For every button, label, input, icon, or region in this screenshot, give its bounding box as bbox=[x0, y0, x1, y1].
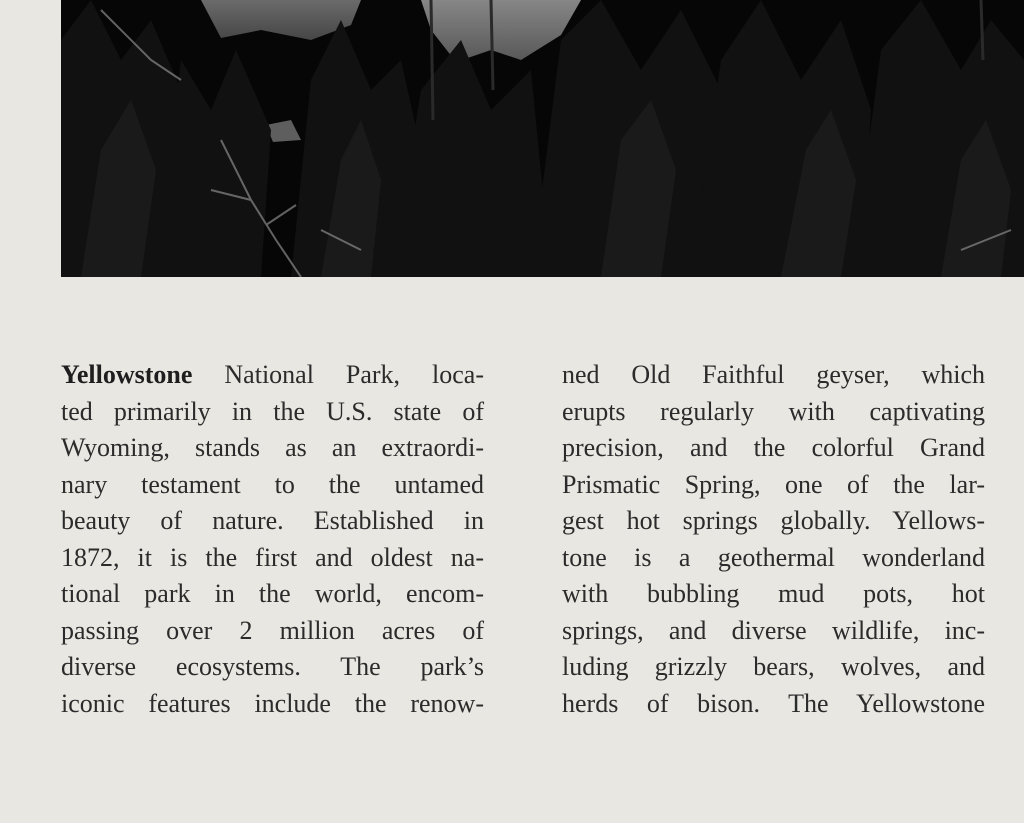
article-line: 1872, it is the first and oldest na- bbox=[61, 542, 484, 572]
article-line: gest hot springs globally. Yellows- bbox=[562, 506, 985, 535]
article-column-left bbox=[61, 357, 484, 722]
article-line: precision, and the colorful Grand bbox=[562, 433, 985, 462]
first-line-text: National Park, loca- bbox=[192, 360, 484, 389]
lead-word: Yellowstone bbox=[61, 360, 193, 389]
article-line: springs, and diverse wildlife, inc- bbox=[562, 615, 985, 645]
article-line: diverse ecosystems. The park’s bbox=[61, 652, 484, 681]
article-line bbox=[61, 357, 484, 394]
article-line: erupts regularly with captivating bbox=[562, 396, 985, 426]
article-line: luding grizzly bears, wolves, and bbox=[562, 652, 985, 681]
article-line: ned Old Faithful geyser, which bbox=[562, 360, 985, 389]
article-line: beauty of nature. Established in bbox=[61, 506, 484, 535]
article-line: passing over 2 million acres of bbox=[61, 615, 484, 645]
article-line: tional park in the world, encom- bbox=[61, 579, 484, 608]
article-line: herds of bison. The Yellowstone bbox=[562, 688, 985, 718]
article-line: Wyoming, stands as an extraordi- bbox=[61, 433, 484, 462]
forest-photo bbox=[61, 0, 1024, 277]
article-line: tone is a geothermal wonderland bbox=[562, 542, 985, 572]
article-column-right bbox=[562, 357, 985, 722]
article-line: Prismatic Spring, one of the lar- bbox=[562, 469, 985, 499]
article-line: nary testament to the untamed bbox=[61, 469, 484, 499]
article-line: ted primarily in the U.S. state of bbox=[61, 396, 484, 426]
article-line: with bubbling mud pots, hot bbox=[562, 579, 985, 608]
article-line: iconic features include the renow- bbox=[61, 688, 484, 718]
